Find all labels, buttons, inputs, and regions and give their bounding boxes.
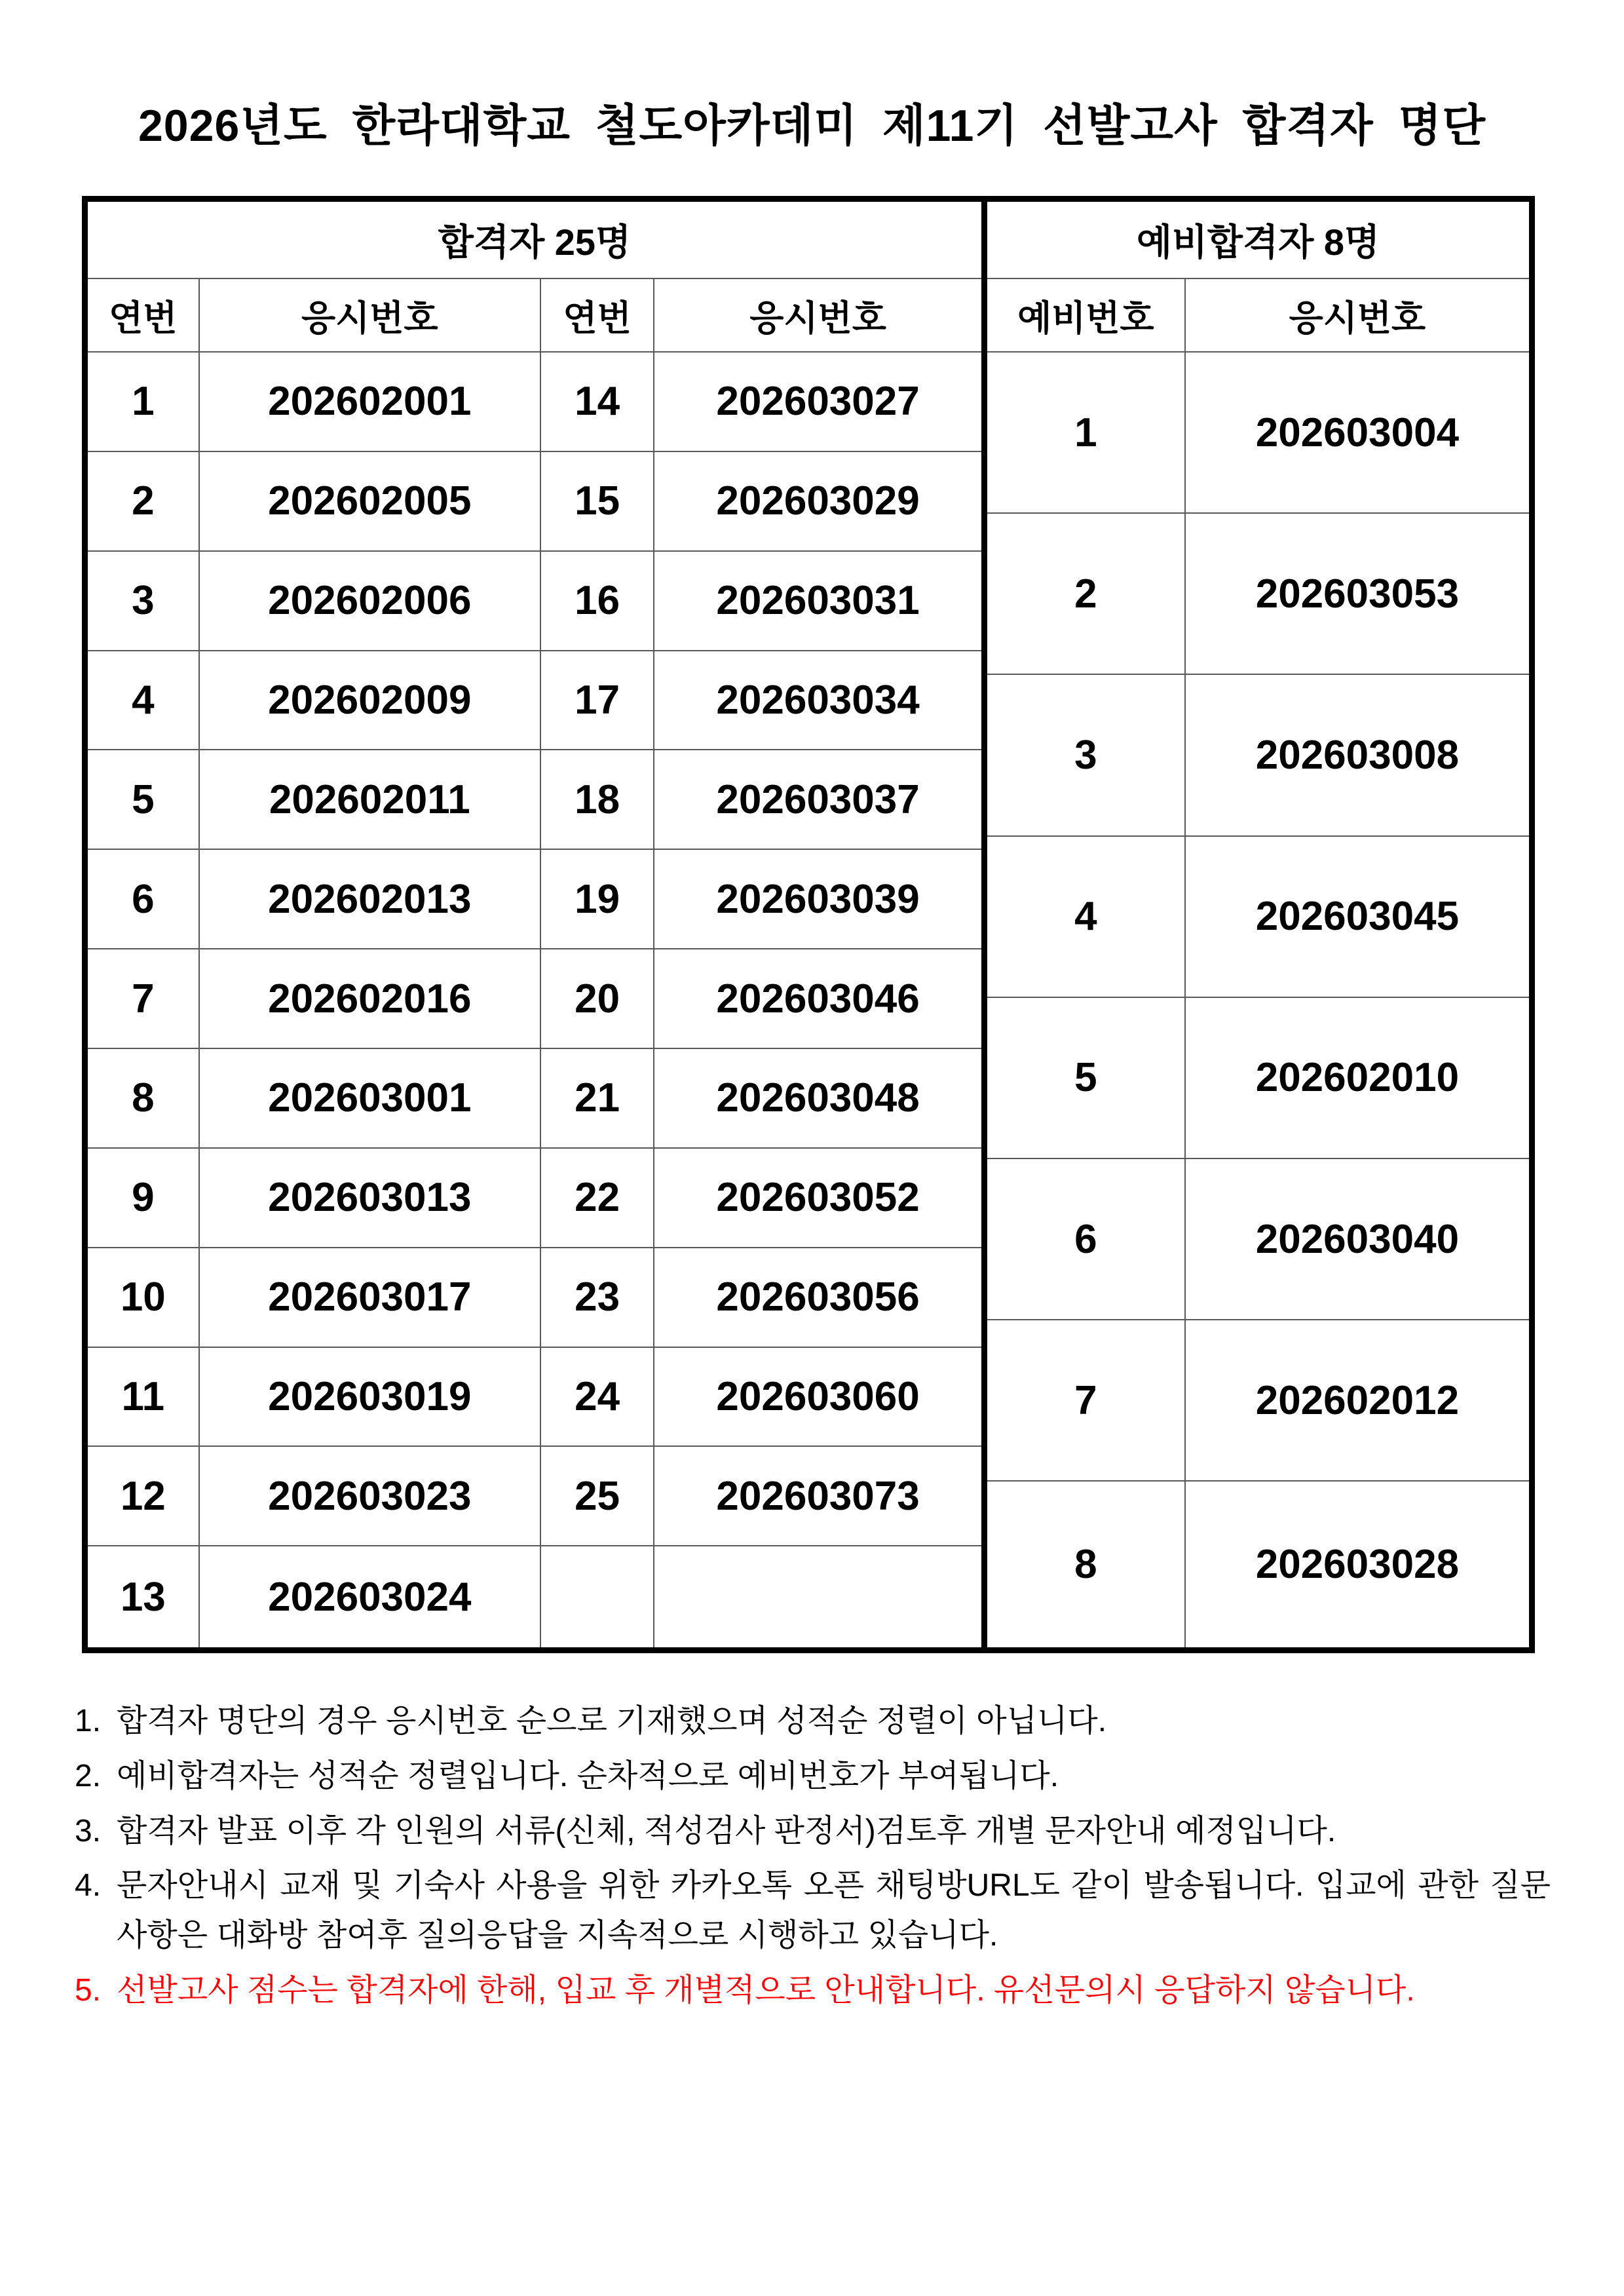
serial-number-cell: 16 (540, 551, 654, 651)
note-text: 문자안내시 교재 및 기숙사 사용을 위한 카카오톡 오픈 채팅방URL도 같이 발송됩니다. 입교에 관한 질문 사항은 대화방 참여후 질의응답을 지속적으로 시행하고 있습니다. (117, 1868, 1551, 1953)
exam-number-column-header: 응시번호 (1185, 278, 1532, 352)
note-item (75, 1696, 1551, 1746)
exam-number-cell: 202602012 (1185, 1320, 1532, 1481)
waitlist-table (981, 196, 1535, 1653)
exam-number-cell: 202602011 (199, 750, 540, 849)
waitlist-number-cell: 4 (985, 836, 1185, 997)
table-row (85, 451, 985, 551)
exam-number-cell: 202603073 (654, 1446, 984, 1546)
serial-number-cell: 1 (85, 352, 199, 451)
table-row (85, 849, 985, 949)
exam-number-cell: 202602013 (199, 849, 540, 949)
table-row (85, 750, 985, 849)
table-row (985, 1158, 1532, 1320)
serial-number-cell: 20 (540, 949, 654, 1048)
pass-section-header: 합격자 25명 (85, 199, 985, 279)
serial-number-cell (540, 1546, 654, 1650)
exam-number-cell: 202603034 (654, 651, 984, 750)
waitlist-number-cell: 2 (985, 513, 1185, 674)
exam-number-cell: 202603039 (654, 849, 984, 949)
serial-number-cell: 10 (85, 1248, 199, 1347)
serial-number-cell: 3 (85, 551, 199, 651)
note-item (75, 1861, 1551, 1961)
exam-number-cell: 202603008 (1185, 674, 1532, 835)
serial-number-cell: 6 (85, 849, 199, 949)
note-item (75, 1966, 1551, 2016)
exam-number-cell: 202603029 (654, 451, 984, 551)
waitlist-number-cell: 7 (985, 1320, 1185, 1481)
note-number: 2. (75, 1758, 102, 1793)
pass-section-header-row (85, 199, 985, 279)
waitlist-section-header: 예비합격자 8명 (985, 199, 1532, 279)
waitlist-number-cell: 8 (985, 1481, 1185, 1650)
pass-column-header-row (85, 278, 985, 352)
serial-number-cell: 25 (540, 1446, 654, 1546)
exam-number-cell: 202603045 (1185, 836, 1532, 997)
waitlist-number-cell: 3 (985, 674, 1185, 835)
table-row (985, 674, 1532, 835)
serial-number-cell: 24 (540, 1347, 654, 1447)
serial-number-cell: 18 (540, 750, 654, 849)
table-row (85, 949, 985, 1048)
note-text: 예비합격자는 성적순 정렬입니다. 순차적으로 예비번호가 부여됩니다. (117, 1758, 1059, 1793)
exam-number-cell: 202602016 (199, 949, 540, 1048)
waitlist-number-cell: 6 (985, 1158, 1185, 1320)
exam-number-cell: 202602001 (199, 352, 540, 451)
waitlist-column-header-row (985, 278, 1532, 352)
serial-number-cell: 22 (540, 1148, 654, 1248)
note-number: 3. (75, 1813, 102, 1848)
serial-number-cell: 21 (540, 1048, 654, 1148)
serial-number-cell: 9 (85, 1148, 199, 1248)
table-row (85, 1248, 985, 1347)
serial-number-cell: 17 (540, 651, 654, 750)
exam-number-cell: 202602009 (199, 651, 540, 750)
serial-number-cell: 7 (85, 949, 199, 1048)
exam-number-cell: 202603001 (199, 1048, 540, 1148)
exam-number-cell: 202603024 (199, 1546, 540, 1650)
serial-number-cell: 19 (540, 849, 654, 949)
exam-number-cell: 202603046 (654, 949, 984, 1048)
serial-column-header: 연번 (540, 278, 654, 352)
exam-number-cell: 202603053 (1185, 513, 1532, 674)
waitlist-number-cell: 1 (985, 352, 1185, 513)
note-number: 5. (75, 1973, 102, 2008)
exam-number-cell: 202603017 (199, 1248, 540, 1347)
exam-number-cell: 202603037 (654, 750, 984, 849)
serial-number-cell: 11 (85, 1347, 199, 1447)
serial-number-cell: 4 (85, 651, 199, 750)
note-number: 4. (75, 1868, 102, 1904)
serial-number-cell: 12 (85, 1446, 199, 1546)
table-row (85, 1446, 985, 1546)
exam-number-column-header: 응시번호 (654, 278, 984, 352)
table-row (985, 836, 1532, 997)
serial-column-header: 연번 (85, 278, 199, 352)
serial-number-cell: 23 (540, 1248, 654, 1347)
waitlist-section-header-row (985, 199, 1532, 279)
exam-number-cell: 202603019 (199, 1347, 540, 1447)
exam-number-cell: 202602010 (1185, 997, 1532, 1158)
table-row (985, 997, 1532, 1158)
exam-number-cell: 202603013 (199, 1148, 540, 1248)
table-row (85, 1347, 985, 1447)
note-number: 1. (75, 1704, 102, 1738)
waitlist-number-cell: 5 (985, 997, 1185, 1158)
table-row (85, 1546, 985, 1650)
exam-number-cell: 202603031 (654, 551, 984, 651)
pass-table (82, 196, 987, 1653)
table-row (985, 1320, 1532, 1481)
table-row (985, 1481, 1532, 1650)
exam-number-column-header: 응시번호 (199, 278, 540, 352)
table-row (85, 1048, 985, 1148)
serial-number-cell: 2 (85, 451, 199, 551)
results-tables (82, 196, 1624, 1653)
table-row (85, 551, 985, 651)
serial-number-cell: 14 (540, 352, 654, 451)
serial-number-cell: 13 (85, 1546, 199, 1650)
exam-number-cell: 202603027 (654, 352, 984, 451)
note-item (75, 1807, 1551, 1856)
exam-number-cell: 202603048 (654, 1048, 984, 1148)
exam-number-cell: 202603060 (654, 1347, 984, 1447)
exam-number-cell: 202603028 (1185, 1481, 1532, 1650)
exam-number-cell: 202603040 (1185, 1158, 1532, 1320)
table-row (985, 513, 1532, 674)
table-row (985, 352, 1532, 513)
exam-number-cell: 202603004 (1185, 352, 1532, 513)
serial-number-cell: 8 (85, 1048, 199, 1148)
note-text: 합격자 명단의 경우 응시번호 순으로 기재했으며 성적순 정렬이 아닙니다. (117, 1704, 1107, 1738)
waitlist-number-column-header: 예비번호 (985, 278, 1185, 352)
exam-number-cell: 202602005 (199, 451, 540, 551)
note-text: 선발고사 점수는 합격자에 한해, 입교 후 개별적으로 안내합니다. 유선문의시 응답하지 않습니다. (117, 1973, 1415, 2008)
serial-number-cell: 15 (540, 451, 654, 551)
exam-number-cell: 202602006 (199, 551, 540, 651)
table-row (85, 1148, 985, 1248)
table-row (85, 352, 985, 451)
table-row (85, 651, 985, 750)
note-text: 합격자 발표 이후 각 인원의 서류(신체, 적성검사 판정서)검토후 개별 문자안내 예정입니다. (117, 1813, 1336, 1848)
exam-number-cell: 202603023 (199, 1446, 540, 1546)
exam-number-cell: 202603056 (654, 1248, 984, 1347)
note-item (75, 1751, 1551, 1801)
page-title: 2026년도 한라대학교 철도아카데미 제11기 선발고사 합격자 명단 (138, 101, 1486, 151)
exam-number-cell (654, 1546, 984, 1650)
notes-section (75, 1696, 1551, 2016)
serial-number-cell: 5 (85, 750, 199, 849)
exam-number-cell: 202603052 (654, 1148, 984, 1248)
